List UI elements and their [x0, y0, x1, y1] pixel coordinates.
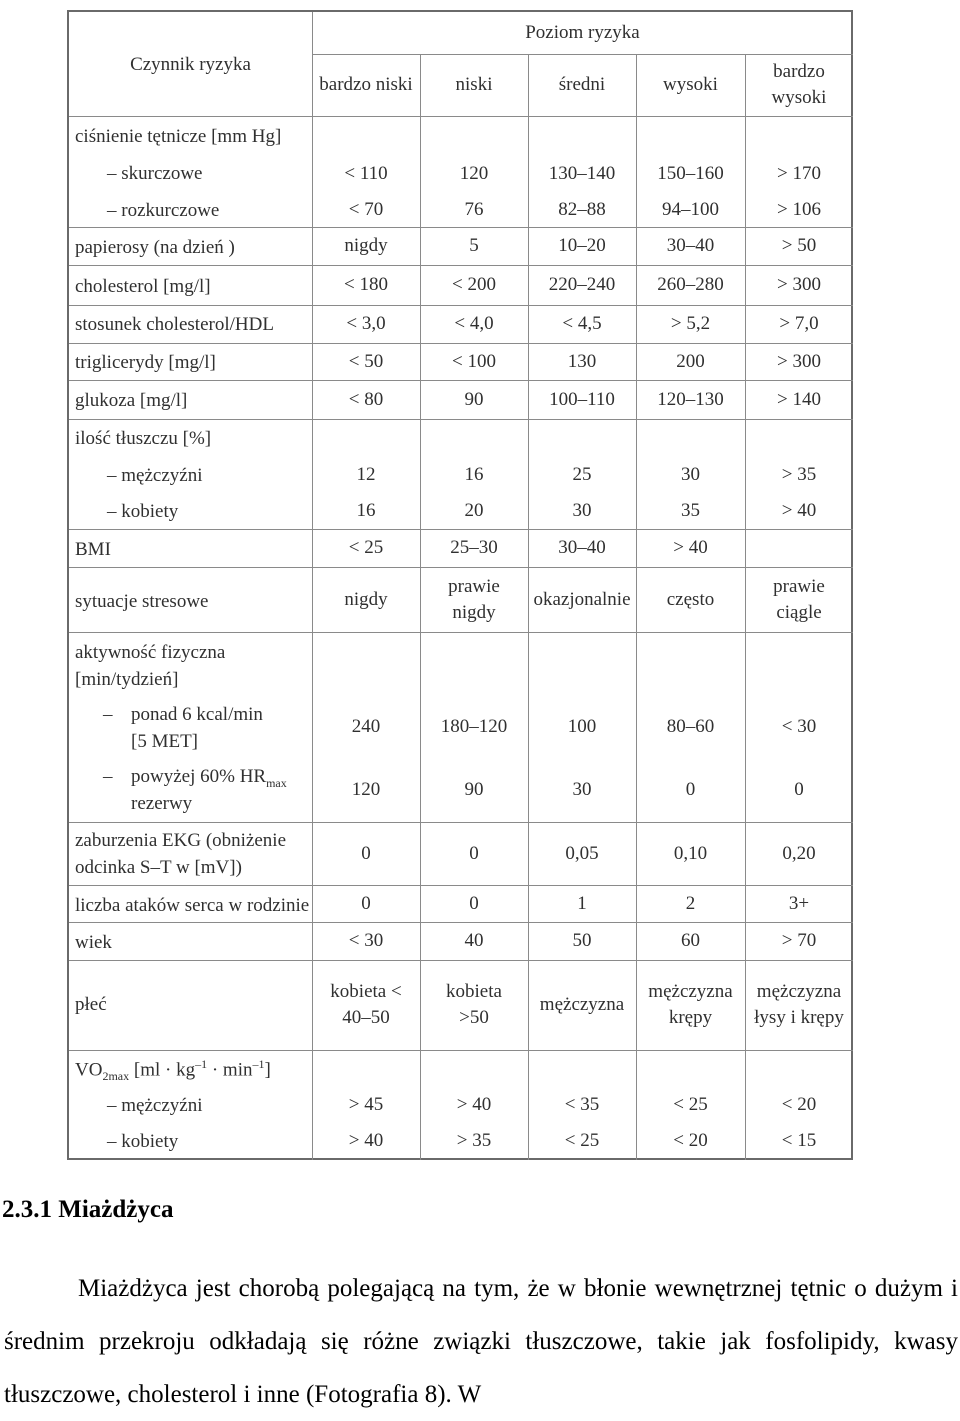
- cell: 16: [464, 464, 484, 486]
- cell: 5: [469, 235, 479, 257]
- cell: < 50: [348, 350, 384, 372]
- cell: prawie nigdy: [448, 575, 500, 623]
- cell: 25–30: [450, 537, 498, 559]
- row-label-ekg: zaburzenia EKG (obniżenie: [75, 830, 287, 851]
- header-level: niski: [455, 74, 493, 96]
- vo2-symbol: VO: [75, 1059, 103, 1081]
- cell: 130–140: [548, 163, 616, 185]
- cell: 0,10: [673, 842, 708, 864]
- row-divider: [69, 632, 853, 633]
- cell: > 140: [777, 388, 821, 410]
- cell: 90: [464, 779, 484, 801]
- cell: > 40: [348, 1130, 384, 1152]
- cell: > 40: [781, 500, 817, 522]
- row-label-activity: aktywność fizyczna: [75, 642, 226, 663]
- cell: < 180: [344, 274, 388, 296]
- header-level: wysoki: [663, 74, 718, 96]
- cell: prawie ciągle: [773, 575, 825, 623]
- cell: < 15: [781, 1130, 817, 1152]
- header-risk-factor: [69, 12, 312, 116]
- cell: 0: [469, 842, 479, 864]
- row-label-activity-2-sub: max: [266, 775, 287, 790]
- cell: mężczyzna krępy: [648, 981, 733, 1028]
- row-label-heart-attacks: liczba ataków serca w rodzinie: [75, 895, 310, 916]
- cell: < 110: [344, 163, 388, 185]
- row-label-activity-units: [min/tydzień]: [75, 669, 179, 690]
- cell: < 30: [781, 716, 817, 738]
- cell: > 50: [781, 235, 817, 257]
- cell: nigdy: [344, 235, 388, 257]
- row-label-bmi: BMI: [75, 539, 111, 560]
- header-risk-level: [312, 12, 853, 54]
- cell: > 45: [348, 1094, 384, 1116]
- cell: 40: [464, 930, 484, 952]
- row-label-ekg-2: odcinka S–T w [mV]): [75, 857, 242, 878]
- header-risk-factor-text: Czynnik ryzyka: [130, 54, 251, 75]
- cell: < 30: [348, 930, 384, 952]
- section-paragraph: [4, 1262, 958, 1421]
- cell: 30: [681, 464, 700, 486]
- row-label-activity-1b: [5 MET]: [131, 731, 199, 752]
- vo2-bracket: ]: [264, 1059, 271, 1081]
- cell: 10–20: [558, 235, 606, 257]
- cell: < 20: [673, 1130, 708, 1152]
- cell: 100: [567, 716, 597, 738]
- cell: mężczyzna łysy i krępy: [754, 981, 844, 1028]
- cell: 0: [685, 779, 696, 801]
- row-label-stress: sytuacje stresowe: [75, 591, 209, 612]
- cell: 2: [685, 892, 696, 914]
- row-divider: [69, 116, 853, 117]
- row-label-smoking: papierosy (na dzień ): [75, 237, 235, 258]
- cell: > 7,0: [779, 313, 819, 335]
- cell: 240: [351, 716, 381, 738]
- cell: 120: [351, 779, 381, 801]
- cell: 20: [464, 500, 484, 522]
- row-label-men: – mężczyźni: [107, 465, 203, 486]
- row-label-activity-2b: rezerwy: [131, 793, 193, 814]
- cell: [745, 529, 853, 567]
- cell: < 25: [348, 537, 384, 559]
- row-label-vo2-women: – kobiety: [107, 1131, 179, 1152]
- cell: 60: [681, 930, 700, 952]
- cell: > 35: [456, 1130, 492, 1152]
- cell: 94–100: [662, 198, 719, 220]
- vo2-exponent: –1: [195, 1057, 208, 1071]
- vo2-exponent-2: –1: [252, 1057, 265, 1071]
- cell: 0: [794, 779, 804, 801]
- cell: kobieta >50: [446, 981, 502, 1028]
- row-label-diastolic: – rozkurczowe: [107, 200, 220, 221]
- row-label-activity-2-text: powyżej 60% HR: [131, 766, 267, 787]
- cell: 30–40: [558, 537, 606, 559]
- header-level: średni: [558, 74, 606, 96]
- cell: 120: [459, 163, 489, 185]
- cell: < 100: [452, 350, 496, 372]
- cell: 50: [572, 930, 592, 952]
- vo2-subscript: 2max: [102, 1069, 130, 1084]
- row-label-activity-2: [75, 764, 287, 792]
- cell: < 35: [564, 1094, 600, 1116]
- row-divider: [69, 1050, 853, 1051]
- row-label-blood-pressure: ciśnienie tętnicze [mm Hg]: [75, 126, 282, 147]
- cell: 0,05: [565, 842, 599, 864]
- cell: 260–280: [657, 274, 724, 296]
- cell: 0: [361, 892, 371, 914]
- cell: < 25: [673, 1094, 708, 1116]
- dash-marker: –: [103, 766, 113, 787]
- header-risk-level-text: Poziom ryzyka: [525, 22, 640, 44]
- cell: 180–120: [440, 716, 508, 738]
- cell: 150–160: [657, 163, 724, 185]
- cell: 30: [572, 500, 592, 522]
- cell: > 70: [781, 930, 817, 952]
- row-label-sex: płeć: [75, 994, 107, 1015]
- cell: 0,20: [782, 842, 816, 864]
- cell: 90: [464, 388, 484, 410]
- cell: > 300: [777, 350, 821, 372]
- row-divider: [69, 419, 853, 420]
- cell: mężczyzna: [539, 994, 625, 1016]
- cell: 30–40: [666, 235, 715, 257]
- cell: 130: [567, 350, 597, 372]
- row-label-vo2-men: – mężczyźni: [107, 1095, 203, 1116]
- row-label-activity-1: ponad 6 kcal/min: [131, 704, 263, 725]
- cell: > 170: [777, 163, 821, 185]
- risk-factor-table: [67, 10, 853, 1160]
- cell: < 200: [452, 274, 496, 296]
- cell: 3+: [788, 892, 810, 914]
- cell: 0: [469, 892, 479, 914]
- cell: 82–88: [558, 198, 606, 220]
- cell: < 4,0: [454, 313, 494, 335]
- vo2-units: [ml · kg: [133, 1059, 196, 1081]
- cell: > 35: [781, 464, 817, 486]
- cell: 35: [681, 500, 700, 522]
- cell: 100–110: [549, 388, 615, 410]
- cell: okazjonalnie: [533, 588, 631, 610]
- cell: > 106: [777, 198, 821, 220]
- section-heading: 2.3.1 Miażdżyca: [2, 1196, 174, 1223]
- row-label-hdl-ratio: stosunek cholesterol/HDL: [75, 314, 274, 335]
- cell: 0: [361, 842, 371, 864]
- cell: < 20: [781, 1094, 817, 1116]
- cell: < 25: [564, 1130, 600, 1152]
- cell: < 4,5: [562, 313, 602, 335]
- row-label-glucose: glukoza [mg/l]: [75, 390, 188, 411]
- cell: < 80: [348, 388, 384, 410]
- cell: < 3,0: [346, 313, 386, 335]
- row-label-systolic: – skurczowe: [107, 163, 203, 184]
- cell: często: [666, 588, 715, 610]
- cell: > 40: [673, 537, 708, 559]
- cell: 220–240: [548, 274, 616, 296]
- cell: kobieta < 40–50: [330, 981, 402, 1028]
- header-level: bardzo niski: [319, 74, 413, 96]
- row-label-vo2max: [75, 1056, 271, 1085]
- row-label-cholesterol: cholesterol [mg/l]: [75, 276, 211, 297]
- cell: 30: [572, 779, 592, 801]
- cell: 80–60: [666, 716, 715, 738]
- cell: 1: [577, 892, 587, 914]
- cell: 16: [356, 500, 376, 522]
- cell: 12: [356, 464, 376, 486]
- header-level: bardzo wysoki: [771, 61, 827, 108]
- cell: 76: [464, 198, 484, 220]
- cell: > 300: [777, 274, 821, 296]
- paragraph-text: Miażdżyca jest chorobą polegającą na tym, że w błonie wewnętrznej tętnic o dużym i średnim przekroju odkładają się różne związki tłuszczowe, takie jak fosfolipidy, kwasy tłuszczowe, cholesterol i inne (Fotografia 8). W: [4, 1275, 958, 1408]
- row-label-age: wiek: [75, 932, 112, 953]
- vo2-units-2: · min: [211, 1059, 253, 1081]
- dash-marker: –: [103, 704, 113, 725]
- cell: 120–130: [657, 388, 724, 410]
- cell: > 5,2: [670, 313, 711, 335]
- cell: nigdy: [344, 588, 388, 610]
- row-label-triglycerides: triglicerydy [mg/l]: [75, 352, 216, 373]
- cell: < 70: [348, 198, 384, 220]
- row-label-body-fat: ilość tłuszczu [%]: [75, 428, 212, 449]
- cell: 200: [676, 350, 705, 372]
- cell: 25: [572, 464, 592, 486]
- row-label-women: – kobiety: [107, 501, 179, 522]
- cell: > 40: [456, 1094, 492, 1116]
